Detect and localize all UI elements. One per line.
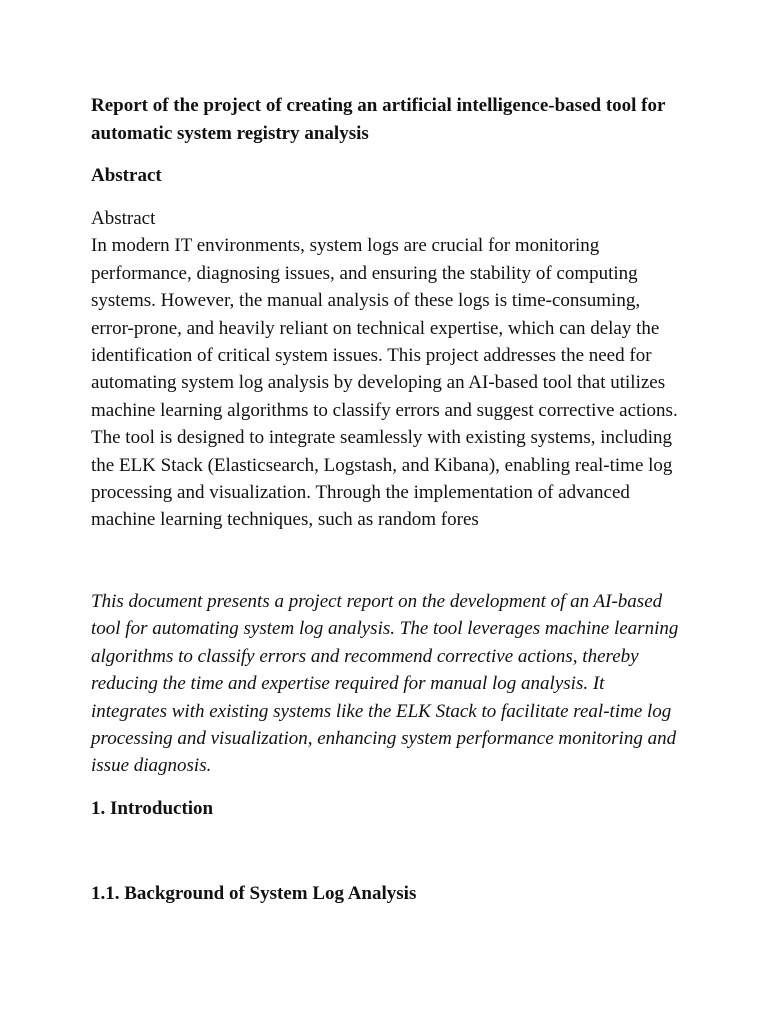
abstract-paragraph: In modern IT environments, system logs are crucial for monitoring performance, diagnosing issues, and ensuring the stability of computing systems. However, the manual analysis of these logs is time-consuming, error-prone, and heavily reliant on technical expertise, which can delay the identification of critical system issues. This project addresses the need for automating system log analysis by developing an AI-based tool that utilizes machine learning algorithms to classify errors and suggest corrective actions. The tool is designed to integrate seamlessly with existing systems, including the ELK Stack (Elasticsearch, Logstash, and Kibana), enabling real-time log processing and visualization. Through the implementation of advanced machine learning techniques, such as random fores: [91, 235, 678, 531]
document-title: Report of the project of creating an artificial intelligence-based tool for automatic system registry analysis: [91, 95, 666, 144]
abstract-section: [91, 205, 681, 534]
section-background-heading: 1.1. Background of System Log Analysis: [91, 883, 417, 904]
abstract-label: Abstract: [91, 208, 156, 229]
abstract-heading: Abstract: [91, 165, 162, 186]
summary-paragraph: This document presents a project report on the development of an AI-based tool for automating system log analysis. The tool leverages machine learning algorithms to classify errors and recommend corrective actions, thereby reducing the time and expertise required for manual log analysis. It integrates with existing systems like the ELK Stack to facilitate real-time log processing and visualization, enhancing system performance monitoring and issue diagnosis.: [91, 591, 679, 777]
section-introduction-heading: 1. Introduction: [91, 798, 214, 819]
